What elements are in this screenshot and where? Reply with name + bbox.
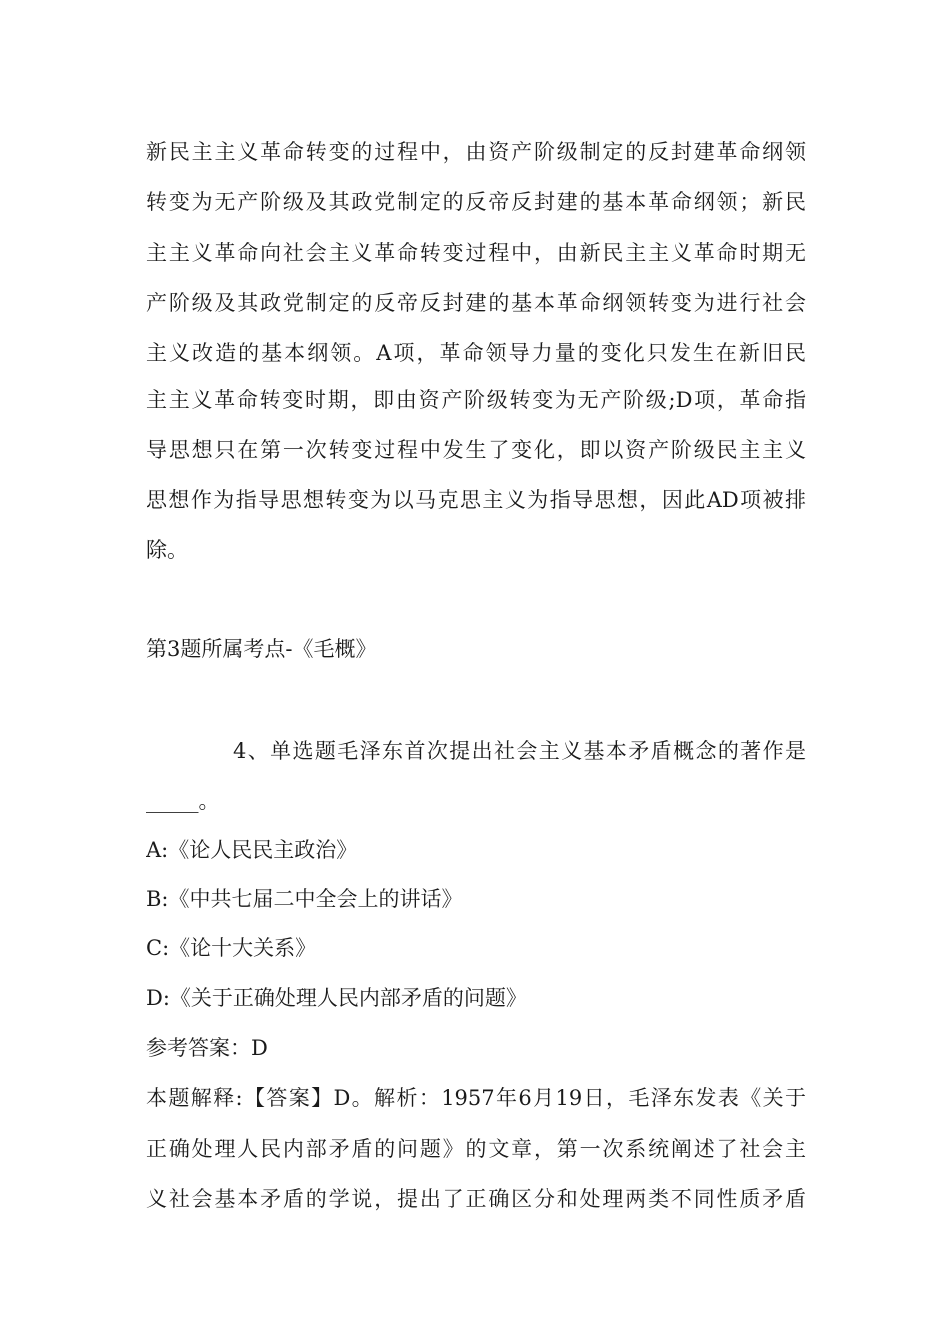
reference-answer: 参考答案：D (146, 1036, 268, 1060)
option-a: A:《论人民民主政治》 (146, 838, 358, 862)
explanation-line: 转变为无产阶级及其政党制定的反帝反封建的基本革命纲领；新民 (146, 190, 806, 214)
explanation-line: 主主义革命向社会主义革命转变过程中，由新民主主义革命时期无 (146, 241, 806, 265)
explanation-line: 主义改造的基本纲领。A项，革命领导力量的变化只发生在新旧民 (146, 341, 806, 365)
question-stem: 4、单选题毛泽东首次提出社会主义基本矛盾概念的著作是 (233, 739, 806, 763)
explanation-line: 产阶级及其政党制定的反帝反封建的基本革命纲领转变为进行社会 (146, 291, 806, 315)
answer-explanation-line: 本题解释:【答案】D。解析：1957年6月19日，毛泽东发表《关于 (146, 1086, 806, 1110)
answer-explanation-line: 义社会基本矛盾的学说，提出了正确区分和处理两类不同性质矛盾 (146, 1187, 806, 1211)
option-d: D:《关于正确处理人民内部矛盾的问题》 (146, 986, 527, 1010)
topic-label: 第3题所属考点-《毛概》 (146, 637, 377, 661)
answer-explanation-line: 正确处理人民内部矛盾的问题》的文章，第一次系统阐述了社会主 (146, 1137, 806, 1161)
explanation-line: 主主义革命转变时期，即由资产阶级转变为无产阶级;D项，革命指 (146, 388, 806, 412)
explanation-line: 除。 (146, 538, 188, 562)
explanation-line: 导思想只在第一次转变过程中发生了变化，即以资产阶级民主主义 (146, 438, 806, 462)
option-c: C:《论十大关系》 (146, 936, 317, 960)
explanation-line: 新民主主义革命转变的过程中，由资产阶级制定的反封建革命纲领 (146, 140, 806, 164)
question-stem-blank: _____。 (146, 789, 220, 813)
option-b: B:《中共七届二中全会上的讲话》 (146, 887, 463, 911)
explanation-line: 思想作为指导思想转变为以马克思主义为指导思想，因此AD项被排 (146, 488, 806, 512)
